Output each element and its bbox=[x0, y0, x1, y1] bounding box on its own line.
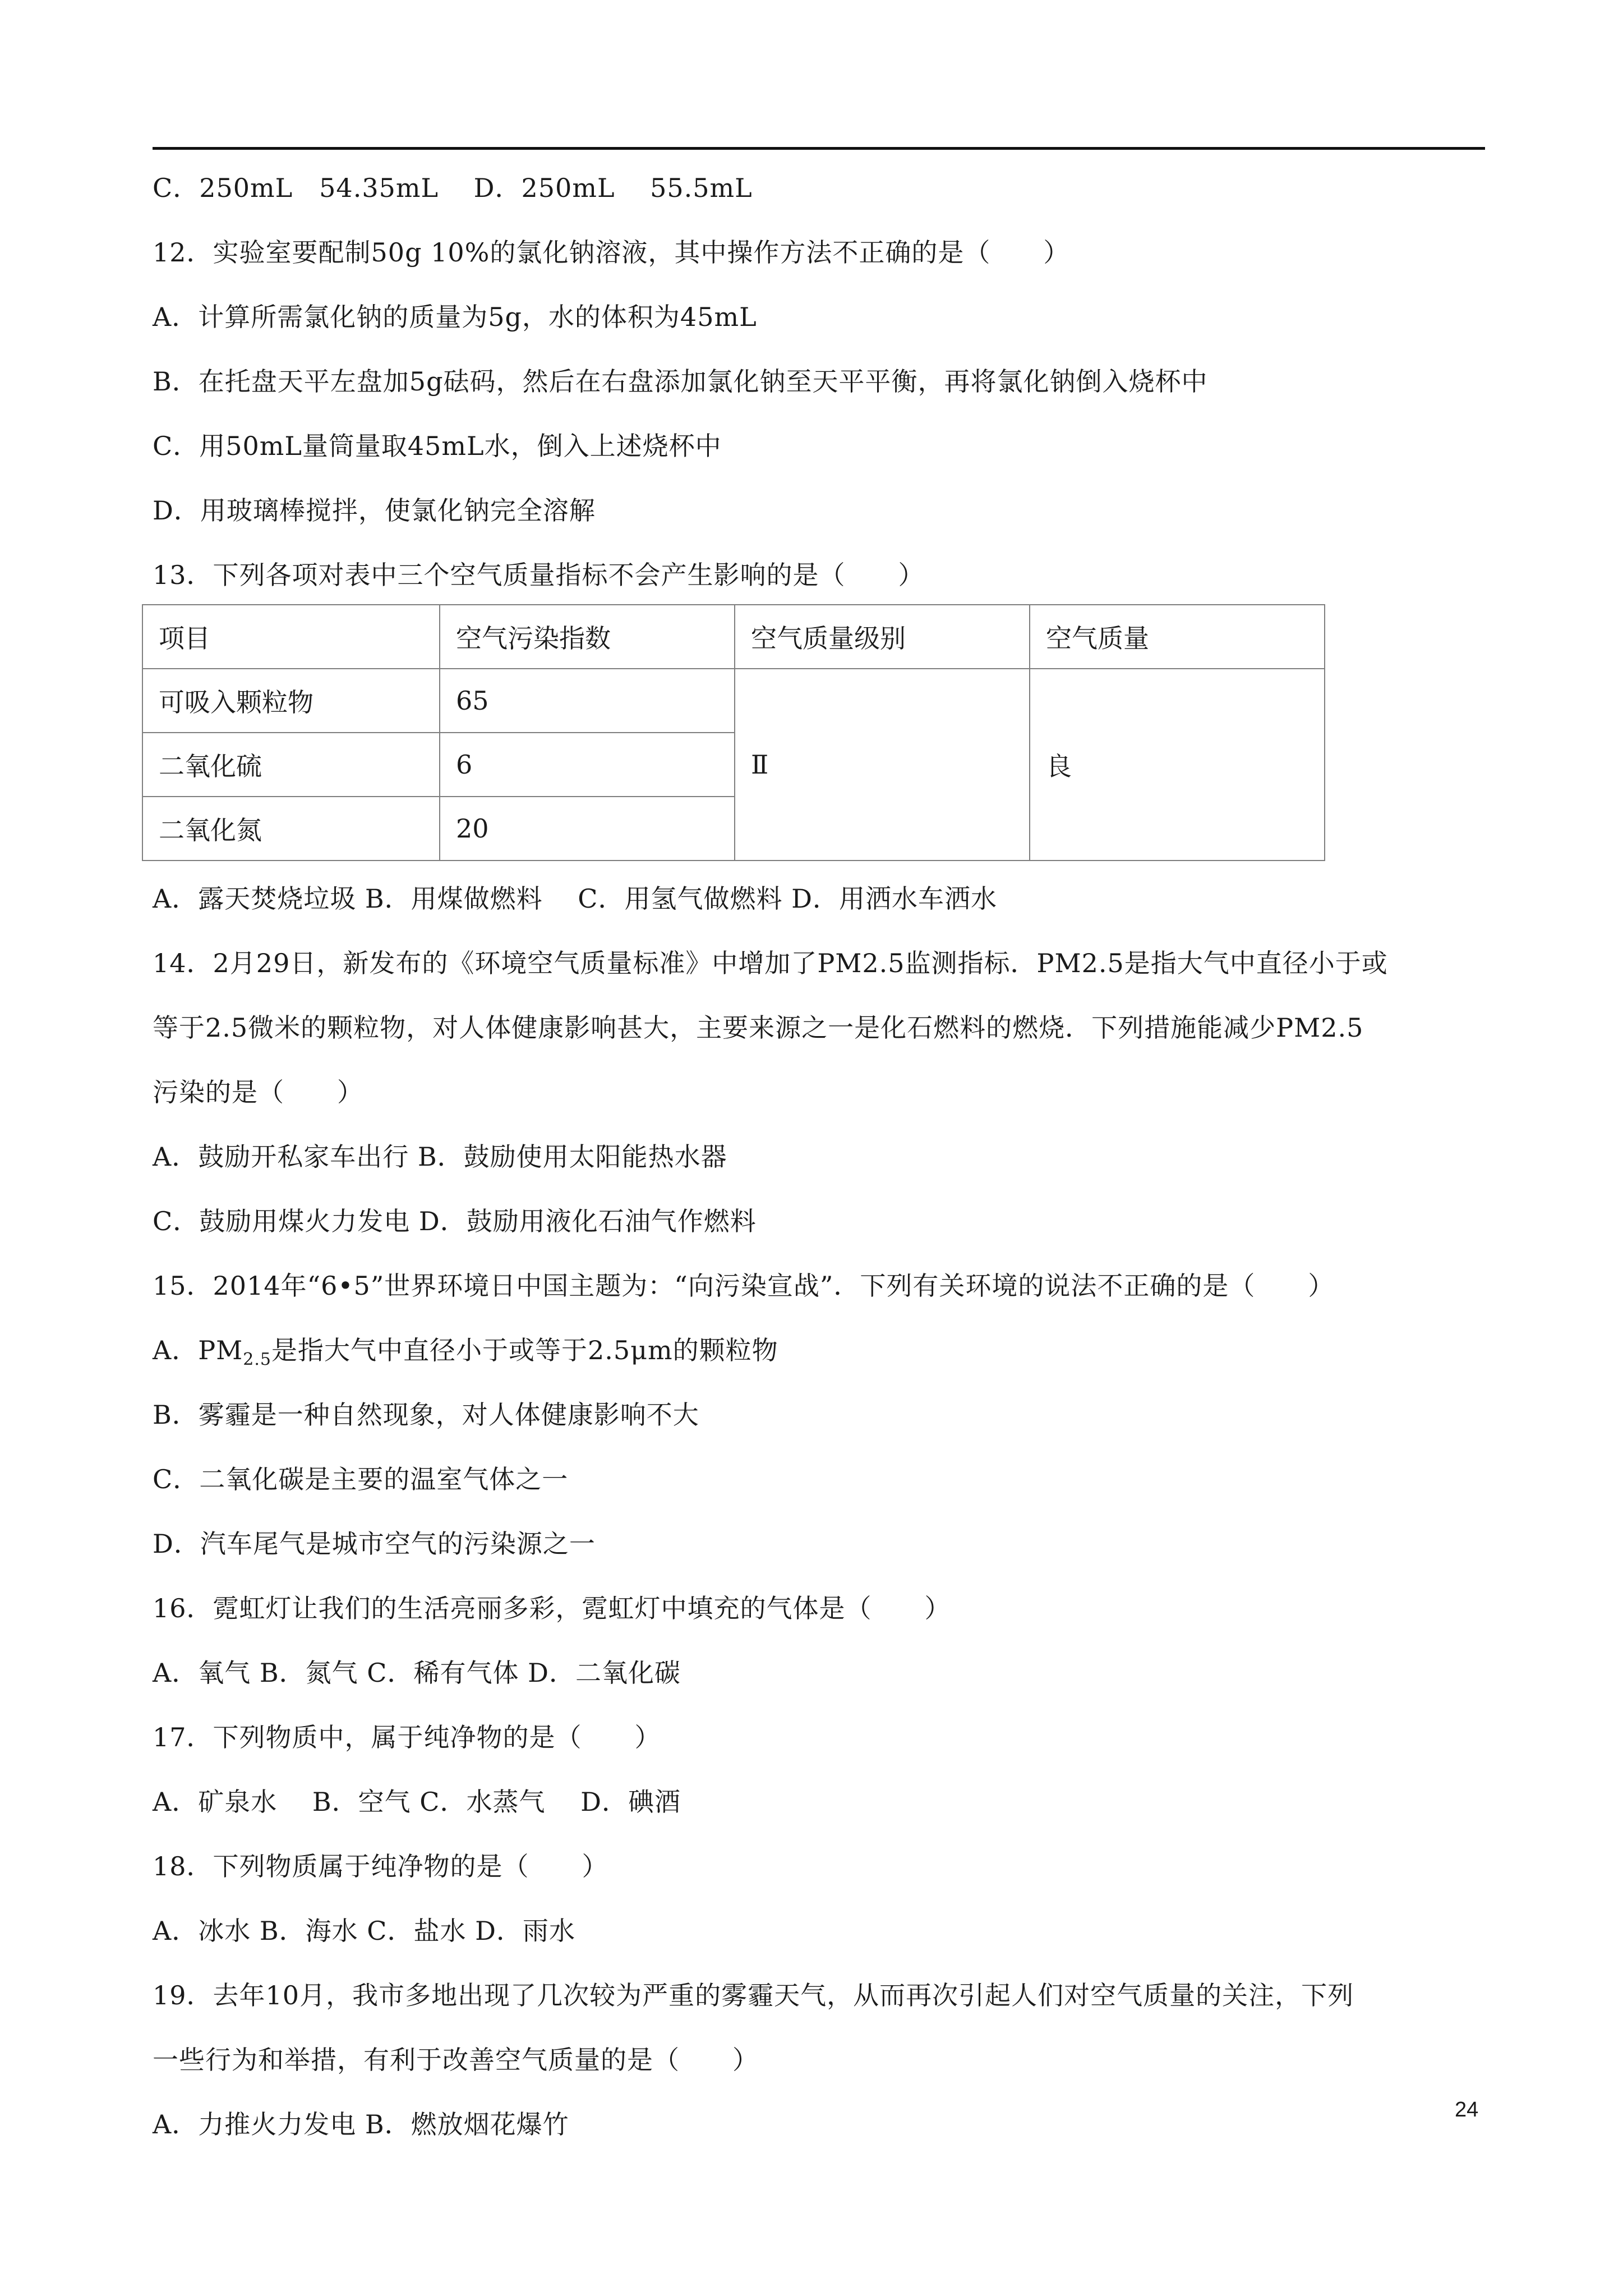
question-15-option-a bbox=[153, 1333, 778, 1377]
question-17-stem: 17．下列物质中，属于纯净物的是（ ） bbox=[153, 1722, 661, 1752]
pm-subscript: 2.5 bbox=[243, 1350, 271, 1369]
cell-quality: 良 bbox=[1030, 669, 1325, 861]
question-14-stem-line2: 等于2.5微米的颗粒物，对人体健康影响甚大，主要来源之一是化石燃料的燃烧．下列措施能减少PM2.5 bbox=[153, 1013, 1364, 1043]
option-a-text: 是指大气中直径小于或等于2.5μm的颗粒物 bbox=[271, 1335, 778, 1365]
question-14-stem-line1: 14．2月29日，新发布的《环境空气质量标准》中增加了PM2.5监测指标．PM2.5是指大气中直径小于或 bbox=[153, 948, 1388, 978]
question-18-options: A．冰水 B．海水 C．盐水 D．雨水 bbox=[153, 1916, 575, 1946]
table-row bbox=[142, 669, 1325, 733]
question-12-stem: 12．实验室要配制50g 10%的氯化钠溶液，其中操作方法不正确的是（ ） bbox=[153, 237, 1070, 268]
question-14-stem-line3: 污染的是（ ） bbox=[153, 1077, 363, 1107]
question-16-options: A．氧气 B．氮气 C．稀有气体 D．二氧化碳 bbox=[153, 1658, 681, 1688]
question-16-stem: 16．霓虹灯让我们的生活亮丽多彩，霓虹灯中填充的气体是（ ） bbox=[153, 1593, 951, 1623]
cell-index: 6 bbox=[440, 733, 735, 797]
page-number: 24 bbox=[1455, 2098, 1479, 2122]
question-12-option-d: D．用玻璃棒搅拌，使氯化钠完全溶解 bbox=[153, 495, 596, 526]
question-13-options: A．露天焚烧垃圾 B．用煤做燃料 C．用氢气做燃料 D．用洒水车洒水 bbox=[153, 884, 997, 914]
cell-index: 65 bbox=[440, 669, 735, 733]
question-18-stem: 18．下列物质属于纯净物的是（ ） bbox=[153, 1851, 608, 1881]
question-12-option-c: C．用50mL量筒量取45mL水，倒入上述烧杯中 bbox=[153, 431, 722, 461]
question-15-option-b: B．雾霾是一种自然现象，对人体健康影响不大 bbox=[153, 1400, 699, 1430]
header-cell-level: 空气质量级别 bbox=[735, 605, 1030, 669]
question-15-option-d: D．汽车尾气是城市空气的污染源之一 bbox=[153, 1529, 596, 1559]
cell-index: 20 bbox=[440, 797, 735, 861]
question-14-options-ab: A．鼓励开私家车出行 B．鼓励使用太阳能热水器 bbox=[153, 1142, 727, 1172]
question-13-stem: 13．下列各项对表中三个空气质量指标不会产生影响的是（ ） bbox=[153, 560, 925, 590]
question-12-option-a: A．计算所需氯化钠的质量为5g，水的体积为45mL bbox=[153, 302, 757, 332]
question-19-stem-line2: 一些行为和举措，有利于改善空气质量的是（ ） bbox=[153, 2045, 759, 2075]
question-12-option-b: B．在托盘天平左盘加5g砝码，然后在右盘添加氯化钠至天平平衡，再将氯化钠倒入烧杯中 bbox=[153, 366, 1208, 397]
header-cell-index: 空气污染指数 bbox=[440, 605, 735, 669]
question-17-options: A．矿泉水 B．空气 C．水蒸气 D．碘酒 bbox=[153, 1787, 681, 1817]
question-15-option-c: C．二氧化碳是主要的温室气体之一 bbox=[153, 1464, 569, 1494]
cell-item: 二氧化硫 bbox=[142, 733, 440, 797]
air-quality-table bbox=[142, 604, 1325, 861]
header-cell-quality: 空气质量 bbox=[1030, 605, 1325, 669]
question-19-options-ab: A．力推火力发电 B．燃放烟花爆竹 bbox=[153, 2109, 569, 2139]
table-header-row bbox=[142, 605, 1325, 669]
cell-item: 二氧化氮 bbox=[142, 797, 440, 861]
question-19-stem-line1: 19．去年10月，我市多地出现了几次较为严重的雾霾天气，从而再次引起人们对空气质量的关注，下列 bbox=[153, 1980, 1354, 2010]
question-15-stem: 15．2014年“6•5”世界环境日中国主题为：“向污染宣战”．下列有关环境的说法不正确的是（ ） bbox=[153, 1271, 1335, 1301]
q11-options-cd: C．250mL 54.35mL D．250mL 55.5mL bbox=[153, 173, 753, 203]
header-rule bbox=[153, 147, 1485, 150]
cell-level: Ⅱ bbox=[735, 669, 1030, 861]
option-a-prefix: A．PM bbox=[153, 1335, 243, 1365]
header-cell-item: 项目 bbox=[142, 605, 440, 669]
cell-item: 可吸入颗粒物 bbox=[142, 669, 440, 733]
question-14-options-cd: C．鼓励用煤火力发电 D．鼓励用液化石油气作燃料 bbox=[153, 1206, 757, 1236]
